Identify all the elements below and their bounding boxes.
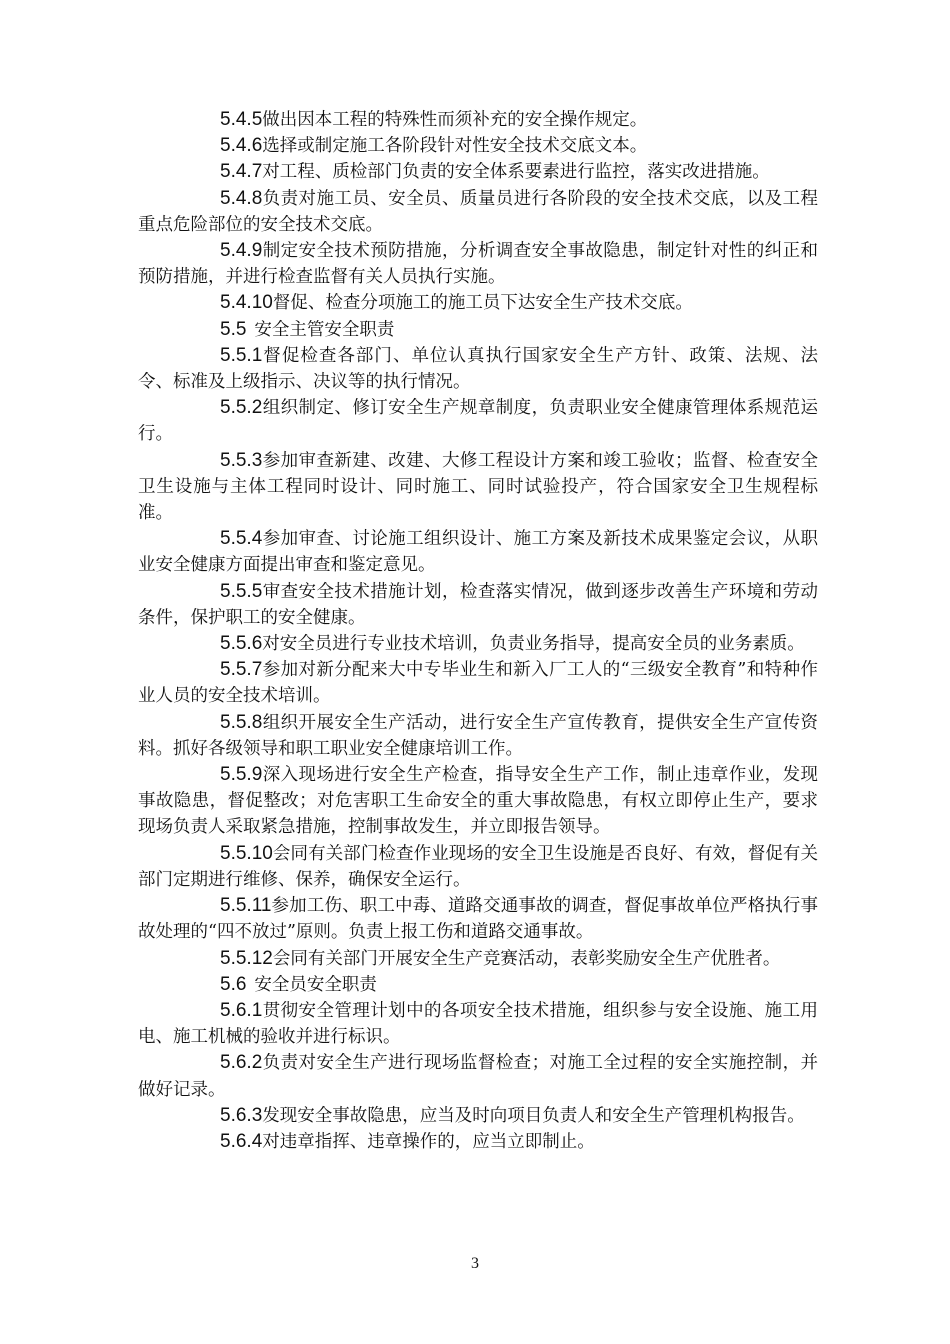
clause-number: 5.5.5 bbox=[220, 580, 263, 602]
clause-text: 做出因本工程的特殊性而须补充的安全操作规定。 bbox=[262, 110, 648, 130]
clause-text: 审查安全技术措施计划，检查落实情况，做到逐步改善生产环境和劳动条件，保护职工的安全健康。 bbox=[138, 581, 818, 628]
clause-paragraph bbox=[138, 107, 818, 133]
clause-text: 对工程、质检部门负责的安全体系要素进行监控，落实改进措施。 bbox=[262, 162, 770, 183]
clause-number: 5.4.6 bbox=[220, 135, 263, 157]
clause-paragraph bbox=[138, 343, 818, 395]
clause-text: 深入现场进行安全生产检查，指导安全生产工作，制止违章作业，发现事故隐患，督促整改；对危害职工生命安全的重大事故隐患，有权立即停止生产，要求现场负责人采取紧急措施，控制事故发生，并立即报告领导。 bbox=[138, 765, 818, 838]
clause-text: 负责对安全生产进行现场监督检查；对施工全过程的安全实施控制，并做好记录。 bbox=[138, 1053, 818, 1100]
clause-paragraph bbox=[138, 1129, 818, 1155]
clause-paragraph bbox=[138, 841, 818, 893]
clause-number: 5.4.10 bbox=[220, 292, 273, 314]
clause-number: 5.5.2 bbox=[220, 397, 263, 419]
clause-paragraph bbox=[138, 159, 818, 185]
clause-number: 5.6.3 bbox=[220, 1104, 263, 1126]
clause-text: 参加审查新建、改建、大修工程设计方案和竣工验收；监督、检查安全卫生设施与主体工程同时设计、同时施工、同时试验投产，符合国家安全卫生规程标准。 bbox=[138, 450, 818, 524]
clause-text: 安全主管安全职责 bbox=[254, 319, 395, 340]
clause-paragraph bbox=[138, 290, 818, 316]
clause-paragraph bbox=[138, 762, 818, 841]
clause-text: 发现安全事故隐患，应当及时向项目负责人和安全生产管理机构报告。 bbox=[262, 1105, 805, 1126]
clause-paragraph bbox=[138, 579, 818, 631]
clause-number: 5.5.1 bbox=[220, 344, 263, 366]
clause-number: 5.5 bbox=[220, 318, 247, 340]
clause-text: 参加工伤、职工中毒、道路交通事故的调查，督促事故单位严格执行事故处理的“四不放过”原则。负责上报工伤和道路交通事故。 bbox=[138, 896, 818, 943]
clause-number: 5.5.6 bbox=[220, 633, 263, 655]
clause-text: 安全员安全职责 bbox=[254, 974, 377, 995]
clause-number: 5.5.8 bbox=[220, 711, 263, 733]
clause-text: 会同有关部门检查作业现场的安全卫生设施是否良好、有效，督促有关部门定期进行维修、保养，确保安全运行。 bbox=[138, 843, 818, 890]
clause-paragraph bbox=[138, 946, 818, 972]
clause-text: 贯彻安全管理计划中的各项安全技术措施，组织参与安全设施、施工用电、施工机械的验收并进行标识。 bbox=[138, 1000, 818, 1048]
clause-text: 对安全员进行专业技术培训，负责业务指导，提高安全员的业务素质。 bbox=[262, 634, 805, 655]
section-heading bbox=[138, 317, 818, 343]
page-number: 3 bbox=[471, 1255, 479, 1272]
clause-number: 5.4.9 bbox=[220, 240, 263, 262]
clause-number: 5.4.8 bbox=[220, 187, 263, 209]
clause-number: 5.5.12 bbox=[220, 947, 273, 969]
clause-text: 对违章指挥、违章操作的，应当立即制止。 bbox=[262, 1131, 595, 1152]
clause-paragraph bbox=[138, 395, 818, 447]
clause-paragraph bbox=[138, 1050, 818, 1102]
clause-paragraph bbox=[138, 526, 818, 578]
clause-paragraph bbox=[138, 448, 818, 527]
clause-paragraph bbox=[138, 893, 818, 945]
section-heading bbox=[138, 972, 818, 998]
clause-paragraph bbox=[138, 1103, 818, 1129]
clause-number: 5.4.5 bbox=[220, 109, 263, 130]
clause-paragraph bbox=[138, 631, 818, 657]
clause-text: 选择或制定施工各阶段针对性安全技术交底文本。 bbox=[262, 136, 648, 157]
clause-text: 制定安全技术预防措施，分析调查安全事故隐患，制定针对性的纠正和预防措施，并进行检查监督有关人员执行实施。 bbox=[138, 241, 818, 288]
clause-number: 5.5.4 bbox=[220, 528, 263, 550]
clause-text: 负责对施工员、安全员、质量员进行各阶段的安全技术交底，以及工程重点危险部位的安全技术交底。 bbox=[138, 188, 818, 235]
clause-text: 会同有关部门开展安全生产竞赛活动，表彰奖励安全生产优胜者。 bbox=[272, 948, 781, 969]
clause-paragraph bbox=[138, 710, 818, 762]
clause-text: 组织开展安全生产活动，进行安全生产宣传教育，提供安全生产宣传资料。抓好各级领导和职工职业安全健康培训工作。 bbox=[138, 712, 818, 759]
clause-number: 5.5.3 bbox=[220, 449, 263, 471]
clause-text: 督促、检查分项施工的施工员下达安全生产技术交底。 bbox=[272, 293, 693, 314]
clause-paragraph bbox=[138, 657, 818, 709]
clause-number: 5.6.4 bbox=[220, 1130, 263, 1152]
document-body bbox=[138, 107, 818, 1155]
clause-number: 5.6.1 bbox=[220, 999, 263, 1021]
clause-number: 5.5.11 bbox=[220, 895, 272, 917]
clause-number: 5.6.2 bbox=[220, 1052, 263, 1074]
clause-number: 5.4.7 bbox=[220, 161, 263, 183]
clause-text: 督促检查各部门、单位认真执行国家安全生产方针、政策、法规、法令、标准及上级指示、决议等的执行情况。 bbox=[138, 345, 818, 393]
clause-number: 5.5.7 bbox=[220, 659, 263, 681]
clause-number: 5.6 bbox=[220, 973, 247, 995]
clause-paragraph bbox=[138, 998, 818, 1050]
clause-number: 5.5.9 bbox=[220, 764, 263, 786]
clause-text: 参加审查、讨论施工组织设计、施工方案及新技术成果鉴定会议，从职业安全健康方面提出审查和鉴定意见。 bbox=[138, 529, 818, 576]
clause-text: 参加对新分配来大中专毕业生和新入厂工人的“三级安全教育”和特种作业人员的安全技术培训。 bbox=[138, 660, 818, 707]
clause-text: 组织制定、修订安全生产规章制度，负责职业安全健康管理体系规范运行。 bbox=[138, 398, 818, 445]
clause-paragraph bbox=[138, 186, 818, 238]
clause-paragraph bbox=[138, 133, 818, 159]
clause-number: 5.5.10 bbox=[220, 842, 273, 864]
clause-paragraph bbox=[138, 238, 818, 290]
